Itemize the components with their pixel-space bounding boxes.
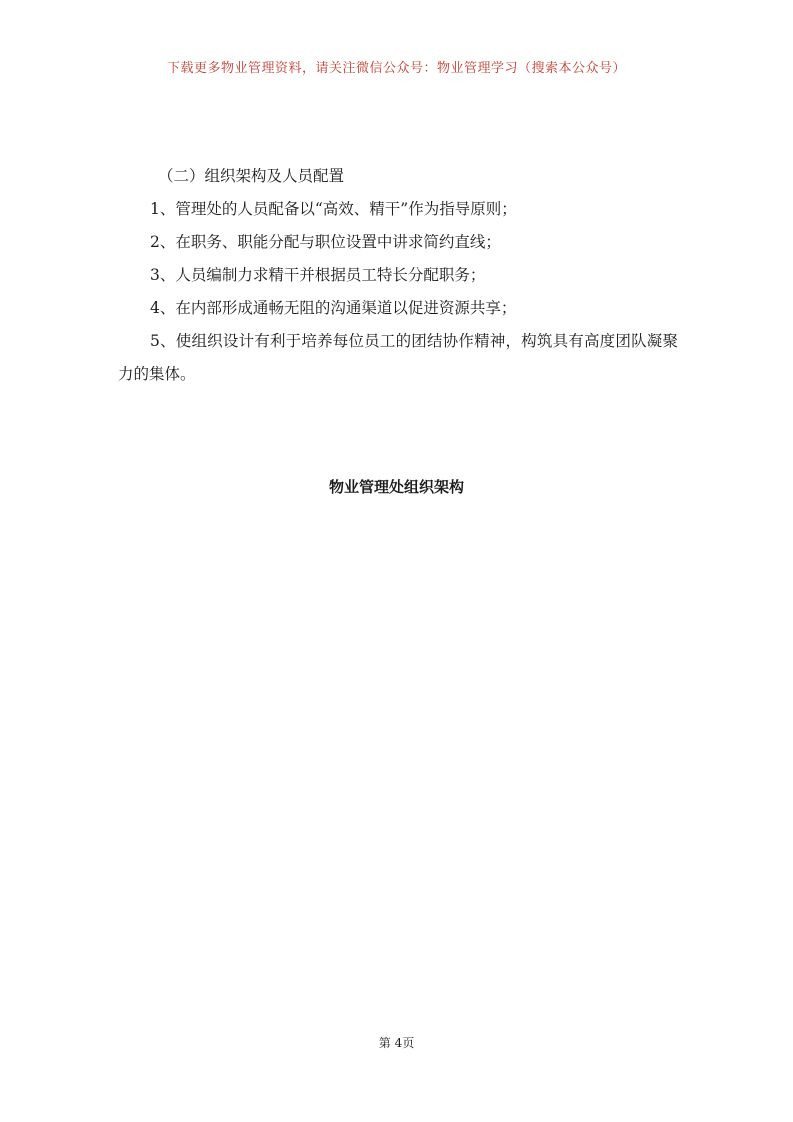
list-item: 1、管理处的人员配备以“高效、精干”作为指导原则； <box>150 200 517 218</box>
header-note: 下载更多物业管理资料，请关注微信公众号：物业管理学习（搜索本公众号） <box>166 61 626 76</box>
body-text-block <box>118 160 678 391</box>
list-item: 2、在职务、职能分配与职位设置中讲求简约直线； <box>150 233 501 251</box>
page-number: 第 4页 <box>378 1036 415 1050</box>
list-item: 5、使组织设计有利于培养每位员工的团结协作精神，构筑具有高度团队凝聚力的集体。 <box>118 332 678 383</box>
list-item: 4、在内部形成通畅无阻的沟通渠道以促进资源共享； <box>150 299 517 317</box>
section-heading: （二）组织架构及人员配置 <box>158 167 345 185</box>
org-chart-title: 物业管理处组织架构 <box>328 478 464 496</box>
list-item: 3、人员编制力求精干并根据员工特长分配职务； <box>150 266 486 284</box>
